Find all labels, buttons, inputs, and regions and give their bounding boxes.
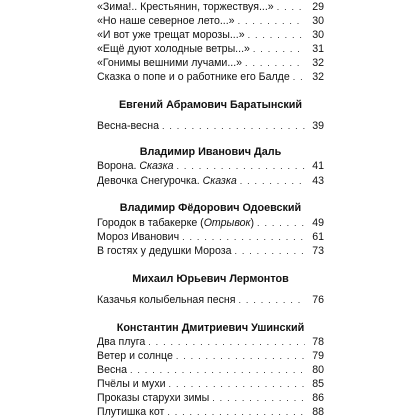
dot-leader xyxy=(238,15,305,27)
toc-entry[interactable] xyxy=(97,175,324,187)
page-number: 39 xyxy=(312,120,324,132)
page-number: 32 xyxy=(312,57,324,69)
author-heading: Владимир Иванович Даль xyxy=(139,146,282,158)
page-number: 76 xyxy=(312,294,324,306)
toc-entry[interactable] xyxy=(97,364,324,376)
entry-title-italic: Сказка xyxy=(139,160,174,172)
toc-entry[interactable] xyxy=(97,392,324,404)
entry-title xyxy=(97,245,231,257)
dot-leader xyxy=(212,392,305,404)
entry-title-text: «Гонимы вешними лучами...» xyxy=(97,57,243,69)
dot-leader xyxy=(234,245,305,257)
entry-title xyxy=(97,1,274,13)
entry-title xyxy=(97,43,250,55)
entry-title-text: Проказы старухи зимы xyxy=(97,392,210,404)
page-number: 49 xyxy=(312,217,324,229)
entry-title xyxy=(97,231,179,243)
toc-entry[interactable] xyxy=(97,231,324,243)
entry-title xyxy=(97,392,209,404)
toc-entry[interactable] xyxy=(97,378,324,390)
page-number: 32 xyxy=(312,71,324,83)
entry-title-text: В гостях у дедушки Мороза xyxy=(97,245,232,257)
entry-title-text: Сказка о попе и о работнике его Балде xyxy=(97,71,290,83)
toc-entry[interactable] xyxy=(97,120,324,132)
entry-title-text: Городок в табакерке ( xyxy=(97,217,204,229)
dot-leader xyxy=(245,57,305,69)
dot-leader xyxy=(277,1,305,13)
entry-title-text: Ворона. xyxy=(97,160,140,172)
dot-leader xyxy=(176,350,305,362)
entry-title xyxy=(97,350,173,362)
page-number: 78 xyxy=(312,336,324,348)
entry-title xyxy=(97,378,166,390)
dot-leader xyxy=(162,120,305,132)
page-number: 73 xyxy=(312,245,324,257)
entry-title xyxy=(97,175,237,187)
entry-title xyxy=(97,364,127,376)
entry-title-text: Весна xyxy=(97,364,127,376)
entry-title-text: Девочка Снегурочка. xyxy=(97,175,203,187)
page-number: 31 xyxy=(312,43,324,55)
toc-entry[interactable] xyxy=(97,406,324,418)
entry-title xyxy=(97,336,145,348)
entry-title-text: Пчёлы и мухи xyxy=(97,378,166,390)
page-number: 30 xyxy=(312,29,324,41)
toc-entry[interactable] xyxy=(97,350,324,362)
toc-entry[interactable] xyxy=(97,217,324,229)
dot-leader xyxy=(293,71,305,83)
toc-entry[interactable] xyxy=(97,71,324,83)
page-number: 30 xyxy=(312,15,324,27)
toc-entry[interactable] xyxy=(97,245,324,257)
page-number: 88 xyxy=(312,406,324,418)
dot-leader xyxy=(169,378,305,390)
entry-title-text: Плутишка кот xyxy=(97,406,165,418)
toc-entry[interactable] xyxy=(97,1,324,13)
dot-leader xyxy=(167,406,305,418)
entry-title xyxy=(97,15,235,27)
toc-entry[interactable] xyxy=(97,29,324,41)
toc-entry[interactable] xyxy=(97,43,324,55)
dot-leader xyxy=(240,175,305,187)
page-number: 61 xyxy=(312,231,324,243)
dot-leader xyxy=(148,336,305,348)
entry-title xyxy=(97,71,290,83)
entry-title xyxy=(97,120,159,132)
entry-title xyxy=(97,406,164,418)
author-heading: Владимир Фёдорович Одоевский xyxy=(119,202,302,214)
page-number: 79 xyxy=(312,350,324,362)
toc-entry[interactable] xyxy=(97,15,324,27)
entry-title-text: Ветер и солнце xyxy=(97,350,173,362)
page-number: 85 xyxy=(312,378,324,390)
dot-leader xyxy=(253,43,305,55)
toc-entry[interactable] xyxy=(97,57,324,69)
entry-title-text: Два плуга xyxy=(97,336,146,348)
entry-title xyxy=(97,160,174,172)
entry-title-text: «Зима!.. Крестьянин, торжествуя...» xyxy=(97,1,274,13)
entry-title-text: «И вот уже трещат морозы...» xyxy=(97,29,245,41)
entry-title-text: «Но наше северное лето...» xyxy=(97,15,235,27)
entry-title xyxy=(97,294,236,306)
page-number: 80 xyxy=(312,364,324,376)
page-number: 86 xyxy=(312,392,324,404)
author-heading: Михаил Юрьевич Лермонтов xyxy=(132,273,289,285)
toc-entry[interactable] xyxy=(97,294,324,306)
dot-leader xyxy=(182,231,305,243)
toc-entry[interactable] xyxy=(97,336,324,348)
entry-title-text: Казачья колыбельная песня xyxy=(97,294,236,306)
entry-title-italic: Сказка xyxy=(202,175,237,187)
dot-leader xyxy=(177,160,305,172)
entry-title xyxy=(97,217,254,229)
entry-title-italic: Отрывок xyxy=(203,217,251,229)
page-number: 29 xyxy=(312,1,324,13)
dot-leader xyxy=(248,29,305,41)
dot-leader xyxy=(130,364,305,376)
author-heading: Евгений Абрамович Баратынский xyxy=(118,99,303,111)
dot-leader xyxy=(257,217,305,229)
entry-title-text: Мороз Иванович xyxy=(97,231,180,243)
author-heading: Константин Дмитриевич Ушинский xyxy=(116,322,305,334)
dot-leader xyxy=(239,294,305,306)
toc-entry[interactable] xyxy=(97,160,324,172)
entry-title-text: «Ещё дуют холодные ветры...» xyxy=(97,43,250,55)
page-number: 41 xyxy=(312,160,324,172)
entry-title-suffix: ) xyxy=(250,217,255,229)
entry-title xyxy=(97,57,242,69)
entry-title xyxy=(97,29,245,41)
page-number: 43 xyxy=(312,175,324,187)
entry-title-text: Весна-весна xyxy=(97,120,159,132)
